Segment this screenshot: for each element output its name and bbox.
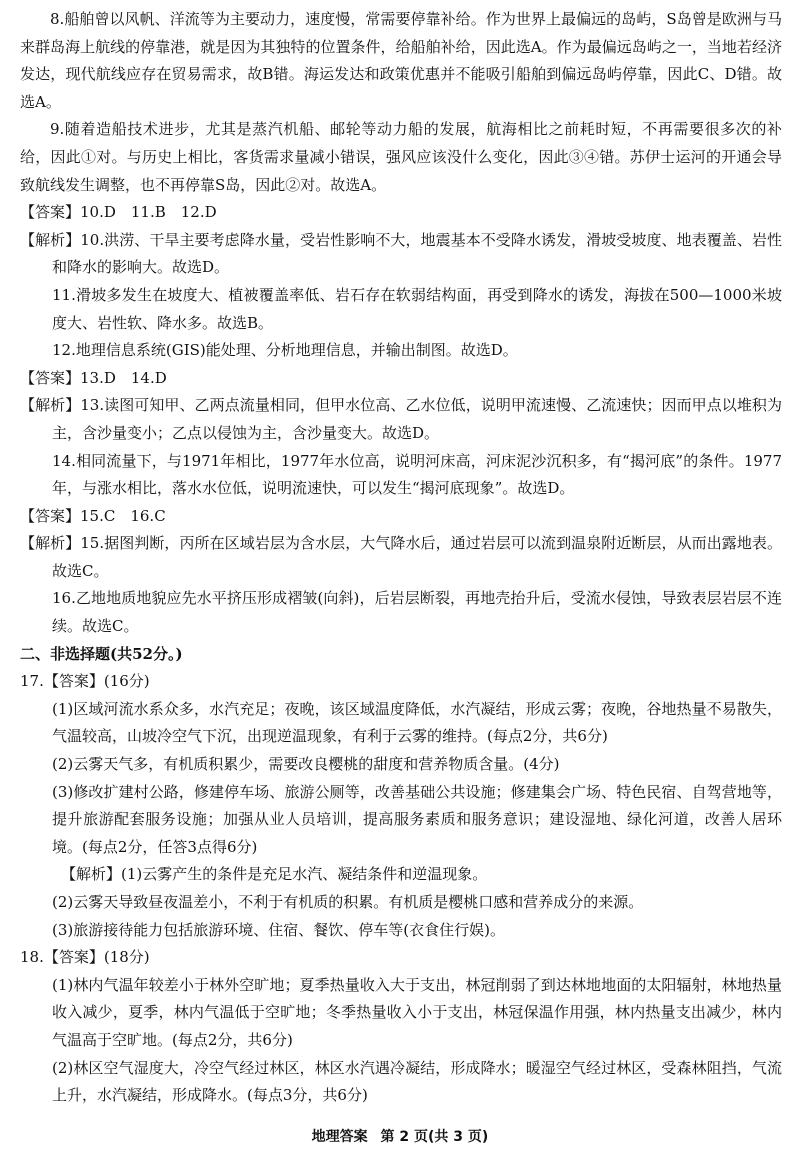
- answer-paragraph: (2)林区空气湿度大，冷空气经过林区，林区水汽遇冷凝结，形成降水；暖湿空气经过林区，受森林阻挡，气流上升，水汽凝结，形成降水。(每点3分，共6分): [52, 1058, 782, 1105]
- answer-paragraph: (3)修改扩建村公路，修建停车场、旅游公厕等，改善基础公共设施；修建集会广场、特色民宿、自驾营地等，提升旅游配套服务设施；加强从业人员培训，提高服务素质和服务意识；建设湿地、绿化河道，改善人居环境。(每点2分，任答3点得6分): [52, 782, 782, 856]
- answer-paragraph: (2)云雾天气多，有机质积累少，需要改良樱桃的甜度和营养物质含量。(4分): [52, 755, 560, 774]
- question-answer-heading: 17.【答案】(16分): [20, 672, 150, 691]
- analysis-paragraph: (3)旅游接待能力包括旅游环境、住宿、餐饮、停车等(衣食住行娱)。: [52, 920, 505, 939]
- analysis-paragraph: 16.乙地地质地貌应先水平挤压形成褶皱(向斜)，后岩层断裂，再地壳抬升后，受流水侵蚀，导致表层岩层不连续。故选C。: [52, 589, 782, 636]
- answer-content: [20, 6, 782, 1110]
- answer-key-line: 【答案】10.D 11.B 12.D: [20, 203, 217, 222]
- analysis-paragraph: (2)云雾天导致昼夜温差小，不利于有机质的积累。有机质是樱桃口感和营养成分的来源。: [52, 893, 644, 911]
- analysis-paragraph: 【解析】10.洪涝、干旱主要考虑降水量，受岩性影响不大，地震基本不受降水诱发，滑坡受坡度、地表覆盖、岩性和降水的影响大。故选D。: [20, 230, 782, 277]
- answer-key-line: 【答案】15.C 16.C: [20, 506, 166, 525]
- answer-key-line: 【答案】13.D 14.D: [20, 368, 167, 387]
- answer-paragraph: (1)林内气温年较差小于林外空旷地；夏季热量收入大于支出，林冠削弱了到达林地地面的太阳辐射，林地热量收入减少，夏季，林内气温低于空旷地；冬季热量收入小于支出，林冠保温作用强，林内热量支出减少，林内气温高于空旷地。(每点2分，共6分): [52, 975, 782, 1049]
- answer-paragraph: 9.随着造船技术进步，尤其是蒸汽机船、邮轮等动力船的发展，航海相比之前耗时短，不再需要很多次的补给，因此①对。与历史上相比，客货需求量减小错误，强风应该没什么变化，因此③④错。苏伊士运河的开通会导致航线发生调整，也不再停靠S岛，因此②对。故选A。: [20, 120, 782, 194]
- analysis-paragraph: 【解析】13.读图可知甲、乙两点流量相同，但甲水位高、乙水位低，说明甲流速慢、乙流速快；因而甲点以堆积为主，含沙量变小；乙点以侵蚀为主，含沙量变大。故选D。: [20, 396, 782, 442]
- analysis-paragraph: 14.相同流量下，与1971年相比，1977年水位高，说明河床高，河床泥沙沉积多，有“揭河底”的条件。1977年，与涨水相比，落水水位低，说明流速快，可以发生“揭河底现象”。故选D。: [52, 451, 782, 498]
- answer-paragraph: 8.船舶曾以风帆、洋流等为主要动力，速度慢，常需要停靠补给。作为世界上最偏远的岛屿，S岛曾是欧洲与马来群岛海上航线的停靠港，就是因为其独特的位置条件，给船舶补给，因此选A。作为最偏远岛屿之一，当地若经济发达，现代航线应存在贸易需求，故B错。海运发达和政策优惠并不能吸引船舶到偏远岛屿停靠，因此C、D错。故选A。: [20, 10, 782, 111]
- answer-paragraph: (1)区域河流水系众多，水汽充足；夜晚，该区域温度降低，水汽凝结，形成云雾；夜晚，谷地热量不易散失，气温较高，山坡冷空气下沉，出现逆温现象，有利于云雾的维持。(每点2分，共6分): [52, 699, 782, 746]
- analysis-paragraph: 【解析】(1)云雾产生的条件是充足水汽、凝结条件和逆温现象。: [61, 865, 488, 884]
- footer-page-number: 第 2 页(共 3 页): [380, 1129, 489, 1145]
- section-heading: 二、非选择题(共52分。): [20, 644, 183, 663]
- analysis-paragraph: 【解析】15.据图判断，丙所在区域岩层为含水层，大气降水后，通过岩层可以流到温泉附近断层，从而出露地表。故选C。: [20, 534, 782, 580]
- footer-subject: 地理答案: [311, 1129, 368, 1145]
- analysis-paragraph: 11.滑坡多发生在坡度大、植被覆盖率低、岩石存在软弱结构面，再受到降水的诱发，海拔在500—1000米坡度大、岩性软、降水多。故选B。: [52, 285, 782, 332]
- page-footer: [0, 1124, 800, 1152]
- analysis-paragraph: 12.地理信息系统(GIS)能处理、分析地理信息，并输出制图。故选D。: [52, 341, 518, 360]
- question-answer-heading: 18.【答案】(18分): [20, 948, 150, 967]
